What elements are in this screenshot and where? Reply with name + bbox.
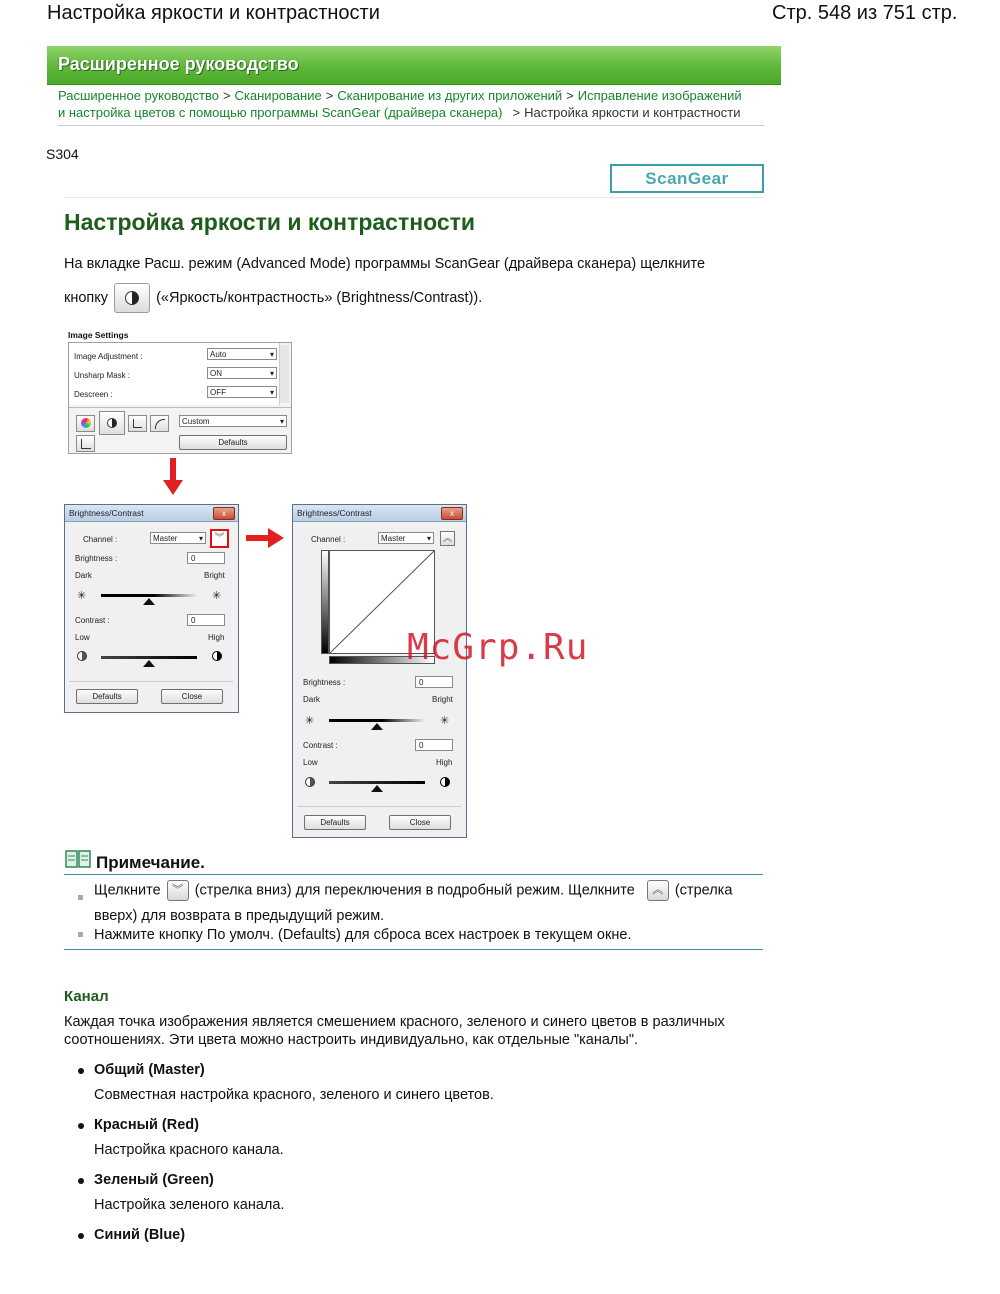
close-button[interactable]: Close (161, 689, 223, 704)
banner-label: Расширенное руководство (58, 54, 299, 74)
histogram-icon (133, 419, 142, 428)
contrast-slider-thumb[interactable] (371, 785, 383, 792)
divider (69, 407, 291, 408)
guide-banner (47, 46, 781, 85)
chevron-up-button: ︽ (647, 880, 669, 901)
contrast-high-icon (440, 777, 450, 787)
breadcrumb-link[interactable]: Сканирование из других приложений (337, 88, 563, 103)
bullet-icon (78, 1123, 84, 1129)
breadcrumb-separator: > (512, 105, 521, 120)
channel-label: Channel : (83, 535, 118, 544)
brightness-input[interactable]: 0 (187, 552, 225, 564)
dialog-titlebar (293, 505, 466, 522)
note-text: (стрелка вниз) для переключения в подробный режим. Щелкните (194, 882, 635, 899)
intro-prefix: кнопку (64, 290, 109, 306)
sun-bright-icon: ✳ (212, 590, 222, 602)
brightness-contrast-button[interactable] (114, 283, 150, 313)
watermark: McGrp.Ru (407, 627, 589, 668)
dialog-title: Brightness/Contrast (69, 508, 144, 518)
section-text: соотношениях. Эти цвета можно настроить индивидуально, как отдельные "каналы". (64, 1032, 638, 1048)
page-counter: Стр. 548 из 751 стр. (772, 2, 958, 24)
channel-item-title: Красный (Red) (94, 1117, 199, 1133)
down-arrow-icon (170, 458, 176, 482)
divider (58, 125, 764, 126)
breadcrumb-link[interactable]: Расширенное руководство (58, 88, 219, 103)
note-item-cont: вверх) для возврата в предыдущий режим. (94, 908, 385, 924)
brightness-slider-thumb[interactable] (143, 598, 155, 605)
brightness-input[interactable]: 0 (415, 676, 453, 688)
descreen-select[interactable]: OFF ▾ (207, 386, 277, 398)
page-header-title: Настройка яркости и контрастности (47, 2, 380, 24)
contrast-high-icon (212, 651, 222, 661)
bright-label: Bright (204, 571, 225, 580)
tone-curve-icon (155, 419, 165, 429)
chevron-down-button: ︾ (167, 880, 189, 901)
bullet-icon (78, 1068, 84, 1074)
review-icon (81, 439, 91, 449)
section-text: Каждая точка изображения является смешением красного, зеленого и синего цветов в различных (64, 1014, 725, 1030)
close-button[interactable]: Close (389, 815, 451, 830)
color-wheel-icon (81, 418, 91, 428)
note-heading: Примечание. (96, 853, 205, 872)
contrast-slider-track[interactable] (101, 656, 197, 659)
sun-bright-icon: ✳ (440, 715, 450, 727)
divider (297, 806, 461, 807)
setting-label: Unsharp Mask : (74, 371, 131, 380)
bullet-icon (78, 932, 83, 937)
tone-curve-tool[interactable] (150, 415, 169, 432)
brightness-slider-track[interactable] (101, 594, 197, 597)
down-arrow-head-icon (163, 480, 183, 495)
channel-item-desc: Настройка зеленого канала. (94, 1197, 285, 1213)
intro-text: На вкладке Расш. режим (Advanced Mode) программы ScanGear (драйвера сканера) щелкните (64, 256, 706, 272)
breadcrumb-separator: > (325, 88, 334, 103)
defaults-button[interactable]: Defaults (76, 689, 138, 704)
settings-scrollbar[interactable] (280, 345, 289, 403)
contrast-label: Contrast : (75, 616, 110, 625)
contrast-slider-thumb[interactable] (143, 660, 155, 667)
channel-select[interactable]: Master ▾ (150, 532, 206, 544)
brightness-contrast-icon (125, 291, 139, 305)
divider (64, 949, 763, 950)
contrast-input[interactable]: 0 (187, 614, 225, 626)
note-book-icon (65, 850, 91, 868)
low-label: Low (303, 758, 318, 767)
image-adjustment-select[interactable]: Auto ▾ (207, 348, 277, 360)
channel-item-title: Зеленый (Green) (94, 1172, 214, 1188)
breadcrumb-separator: > (222, 88, 231, 103)
setting-label: Image Adjustment : (74, 352, 143, 361)
bullet-icon (78, 895, 83, 900)
breadcrumb-current: Настройка яркости и контрастности (524, 105, 741, 120)
brightness-label: Brightness : (303, 678, 346, 687)
scangear-badge: ScanGear (610, 164, 764, 193)
brightness-contrast-dialog (64, 504, 239, 713)
doc-code: S304 (46, 146, 79, 162)
contrast-low-icon (77, 651, 87, 661)
breadcrumb-separator: > (566, 88, 574, 103)
sun-dark-icon: ✳ (77, 590, 87, 602)
breadcrumb-link[interactable]: Сканирование (234, 88, 322, 103)
color-balance-tool[interactable] (76, 415, 95, 432)
channel-item-desc: Настройка красного канала. (94, 1142, 284, 1158)
note-text: Щелкните (94, 882, 161, 899)
channel-item-desc: Совместная настройка красного, зеленого и синего цветов. (94, 1087, 494, 1103)
divider (64, 874, 763, 875)
breadcrumb (58, 87, 778, 121)
brightness-contrast-dialog-expanded (292, 504, 467, 838)
bullet-icon (78, 1233, 84, 1239)
defaults-button[interactable]: Defaults (179, 435, 287, 450)
brightness-contrast-icon (107, 418, 117, 428)
dialog-title: Brightness/Contrast (297, 508, 372, 518)
breadcrumb-link[interactable]: и настройка цветов с помощью программы ScanGear (драйвера сканера) (58, 105, 503, 120)
brightness-slider-thumb[interactable] (371, 723, 383, 730)
intro-text-2 (64, 273, 482, 323)
close-icon[interactable]: x (441, 507, 463, 520)
divider (69, 681, 233, 682)
collapse-button[interactable] (440, 531, 455, 546)
expand-button[interactable] (210, 529, 229, 548)
brightness-contrast-tool[interactable] (99, 411, 125, 435)
section-heading: Канал (64, 988, 109, 1005)
bullet-icon (78, 1178, 84, 1184)
brightness-label: Brightness : (75, 554, 118, 563)
contrast-label: Contrast : (303, 741, 338, 750)
bright-label: Bright (432, 695, 453, 704)
dark-label: Dark (303, 695, 320, 704)
contrast-slider-track[interactable] (329, 781, 425, 784)
channel-label: Channel : (311, 535, 346, 544)
right-arrow-icon (246, 535, 270, 541)
channel-select[interactable]: Master ▾ (378, 532, 434, 544)
chevron-down-icon: ︾ (214, 533, 225, 544)
tone-preset-select[interactable]: Custom ▾ (179, 415, 287, 427)
contrast-low-icon (305, 777, 315, 787)
high-label: High (208, 633, 225, 642)
brightness-slider-track[interactable] (329, 719, 425, 722)
output-gradient-bar (321, 550, 329, 654)
channel-item-title: Общий (Master) (94, 1062, 205, 1078)
sun-dark-icon: ✳ (305, 715, 315, 727)
image-settings-panel (68, 342, 292, 454)
dialog-titlebar (65, 505, 238, 522)
defaults-button[interactable]: Defaults (304, 815, 366, 830)
high-label: High (436, 758, 453, 767)
chevron-up-icon: ︽ (442, 533, 452, 543)
note-item: Нажмите кнопку По умолч. (Defaults) для сброса всех настроек в текущем окне. (94, 927, 632, 943)
contrast-input[interactable]: 0 (415, 739, 453, 751)
unsharp-mask-select[interactable]: ON ▾ (207, 367, 277, 379)
right-arrow-head-icon (268, 528, 284, 548)
divider (64, 197, 764, 198)
note-item (94, 880, 764, 901)
page-title: Настройка яркости и контрастности (64, 209, 476, 235)
dark-label: Dark (75, 571, 92, 580)
image-settings-title: Image Settings (68, 330, 129, 340)
histogram-tool[interactable] (128, 415, 147, 432)
close-icon[interactable]: x (213, 507, 235, 520)
final-review-tool[interactable] (76, 435, 95, 452)
note-text: (стрелка (674, 882, 733, 899)
intro-suffix: («Яркость/контрастность» (Brightness/Contrast)). (156, 290, 483, 306)
breadcrumb-link[interactable]: Исправление изображений (577, 88, 742, 103)
setting-label: Descreen : (74, 390, 113, 399)
low-label: Low (75, 633, 90, 642)
channel-item-title: Синий (Blue) (94, 1227, 186, 1243)
